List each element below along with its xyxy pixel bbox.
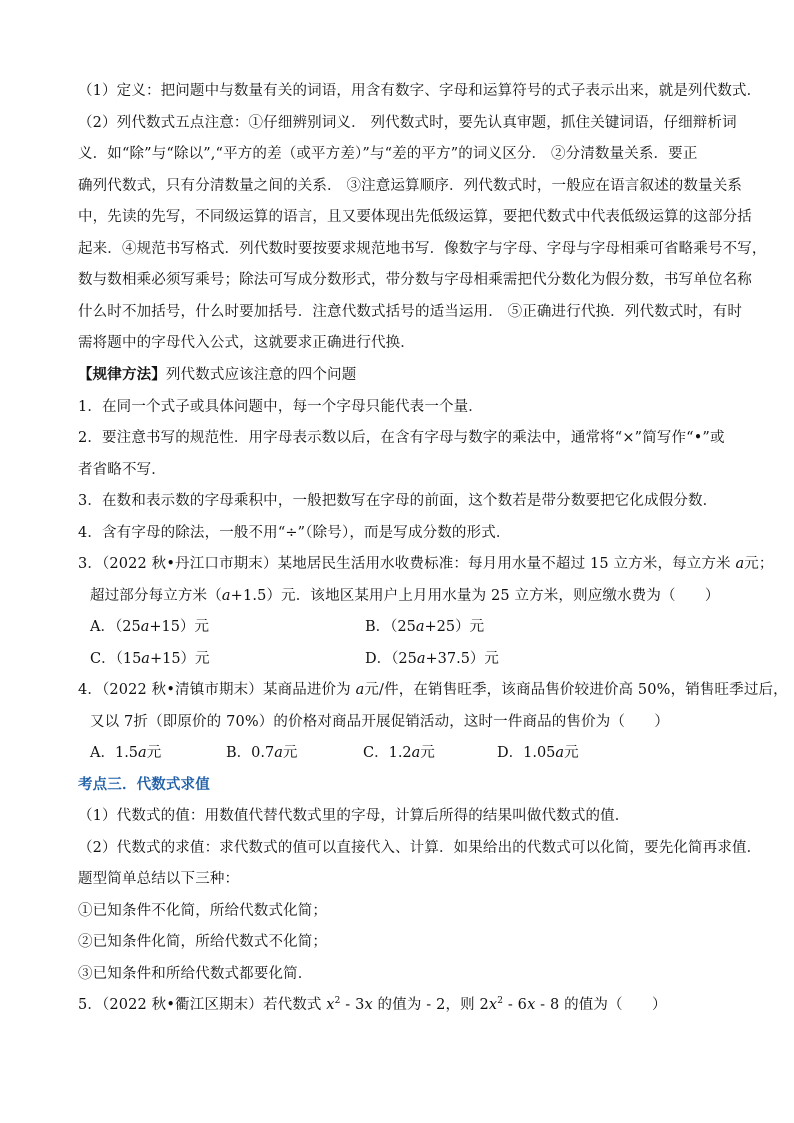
definition-paragraph-1: （1）定义：把问题中与数量有关的词语，用含有数字、字母和运算符号的式子表示出来，就是列代数式． (78, 83, 762, 99)
question-3-stem-line-2: 超过部分每立方米（a+1.5）元．该地区某用户上月用水量为 25 立方米，则应缴水费为（ ） (90, 588, 720, 604)
method-rule-2-line-2: 者省略不写． (78, 462, 166, 478)
definition-paragraph-2-line-4: 中，先读的先写，不同级运算的语言，且又要体现出先低级运算，要把代数式中代表低级运算的这部分括 (78, 209, 752, 225)
question-4-option-a[interactable]: A．1.5a元 (90, 745, 162, 761)
definition-paragraph-2-line-1: （2）列代数式五点注意：①仔细辨别词义． 列代数式时，要先认真审题，抓住关键词语，仔细辩析词 (78, 115, 737, 131)
evaluation-case-3: ③已知条件和所给代数式都要化简． (78, 966, 313, 982)
method-label: 【规律方法】 (78, 366, 166, 383)
question-4-stem-line-1: 4．（2022 秋•清镇市期末）某商品进价为 a元/件，在销售旺季，该商品售价较进价高 50%，销售旺季过后， (78, 682, 788, 698)
method-rule-4: 4．含有字母的除法，一般不用“÷”（除号），而是写成分数的形式． (78, 525, 511, 541)
question-3-option-d[interactable]: D．（25a+37.5）元 (365, 651, 499, 667)
definition-paragraph-2-line-6: 数与数相乘必须写乘号；除法可写成分数形式，带分数与字母相乘需把代分数化为假分数，书写单位名称 (78, 272, 752, 288)
question-4-option-b[interactable]: B．0.7a元 (226, 745, 298, 761)
method-rule-1: 1．在同一个式子或具体问题中，每一个字母只能代表一个量． (78, 399, 483, 415)
question-4-option-d[interactable]: D．1.05a元 (497, 745, 579, 761)
evaluation-paragraph-1: （1）代数式的值：用数值代替代数式里的字母，计算后所得的结果叫做代数式的值． (78, 808, 630, 824)
question-4-stem-line-2: 又以 7折（即原价的 70%）的价格对商品开展促销活动，这时一件商品的售价为（ ） (90, 714, 669, 730)
question-5-stem: 5．（2022 秋•衢江区期末）若代数式 $x^2 - 3x$ 的值为 - 2，则 $2x^2 - 6x - 8$ 的值为（ ） (78, 996, 667, 1013)
evaluation-case-1: ①已知条件不化简，所给代数式化简； (78, 903, 328, 919)
evaluation-paragraph-2: （2）代数式的求值：求代数式的值可以直接代入、计算．如果给出的代数式可以化简，要先化简再求值． (78, 840, 762, 856)
question-3-option-b[interactable]: B．（25a+25）元 (365, 619, 485, 635)
method-heading (78, 366, 356, 384)
evaluation-case-2: ②已知条件化简，所给代数式不化简； (78, 934, 328, 950)
definition-paragraph-2-line-3: 确列代数式，只有分清数量之间的关系． ③注意运算顺序．列代数式时，一般应在语言叙述的数量关系 (78, 178, 743, 194)
question-3-option-c[interactable]: C．（15a+15）元 (90, 651, 210, 667)
method-rule-2-line-1: 2．要注意书写的规范性．用字母表示数以后，在含有字母与数字的乘法中，通常将“×”简写作“•”或 (78, 430, 725, 446)
question-4-option-c[interactable]: C．1.2a元 (363, 745, 435, 761)
section-heading-evaluation: 考点三．代数式求值 (78, 777, 210, 793)
question-3-option-a[interactable]: A．（25a+15）元 (90, 619, 209, 635)
question-3-stem-line-1: 3．（2022 秋•丹江口市期末）某地居民生活用水收费标准：每月用水量不超过 15 立方米，每立方米 a元； (78, 556, 774, 572)
definition-paragraph-2-line-8: 需将题中的字母代入公式，这就要求正确进行代换． (78, 335, 415, 351)
method-rule-3: 3．在数和表示数的字母乘积中，一般把数写在字母的前面，这个数若是带分数要把它化成假分数． (78, 493, 718, 509)
definition-paragraph-2-line-5: 起来．④规范书写格式．列代数时要按要求规范地书写．像数字与字母、字母与字母相乘可省略乘号不写， (78, 241, 767, 257)
definition-paragraph-2-line-7: 什么时不加括号，什么时要加括号．注意代数式括号的适当运用． ⑤正确进行代换．列代数式时，有时 (78, 304, 743, 320)
method-title: 列代数式应该注意的四个问题 (165, 367, 357, 383)
evaluation-paragraph-3: 题型简单总结以下三种： (78, 871, 240, 887)
definition-paragraph-2-line-2: 义．如“除”与“除以”,“平方的差（或平方差）”与“差的平方”的词义区分． ②分清数量关系．要正 (78, 146, 698, 162)
